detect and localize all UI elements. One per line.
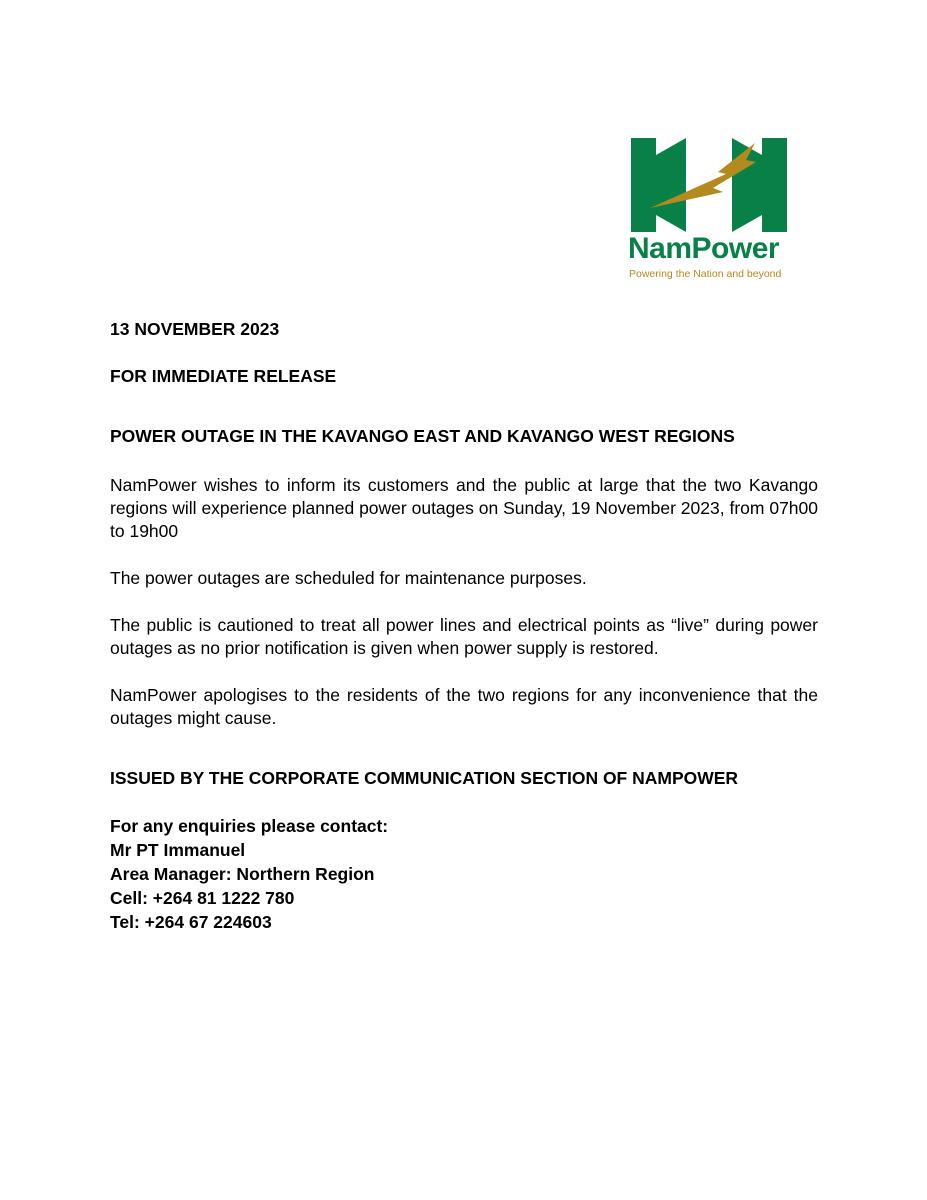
paragraph-announcement: NamPower wishes to inform its customers and the public at large that the two Kavango regions will experience planned power outages on Sunday, 19 November 2023, from 07h00 to 19h00 [110, 475, 818, 541]
logo-wordmark: NamPower [628, 232, 780, 265]
contact-name: Mr PT Immanuel [110, 840, 246, 860]
paragraph-purpose: The power outages are scheduled for maintenance purposes. [110, 568, 587, 588]
contact-block [110, 814, 818, 934]
issued-by: ISSUED BY THE CORPORATE COMMUNICATION SECTION OF NAMPOWER [110, 768, 739, 788]
press-release-body [110, 318, 818, 934]
contact-intro: For any enquiries please contact: [110, 816, 389, 836]
paragraph-apology: NamPower apologises to the residents of the two regions for any inconvenience that the outages might cause. [110, 685, 818, 728]
logo-emblem [628, 138, 790, 232]
headline: POWER OUTAGE IN THE KAVANGO EAST AND KAVANGO WEST REGIONS [110, 426, 735, 446]
logo-left-panel [631, 138, 686, 232]
contact-tel: Tel: +264 67 224603 [110, 912, 272, 932]
logo-tagline: Powering the Nation and beyond [629, 268, 782, 280]
release-type: FOR IMMEDIATE RELEASE [110, 366, 337, 386]
contact-cell: Cell: +264 81 1222 780 [110, 888, 295, 908]
paragraph-caution: The public is cautioned to treat all power lines and electrical points as “live” during power outages as no prior notification is given when power supply is restored. [110, 615, 818, 658]
logo-right-panel [732, 138, 787, 232]
nampower-logo [628, 138, 790, 284]
release-date: 13 NOVEMBER 2023 [110, 319, 280, 339]
contact-title: Area Manager: Northern Region [110, 864, 375, 884]
